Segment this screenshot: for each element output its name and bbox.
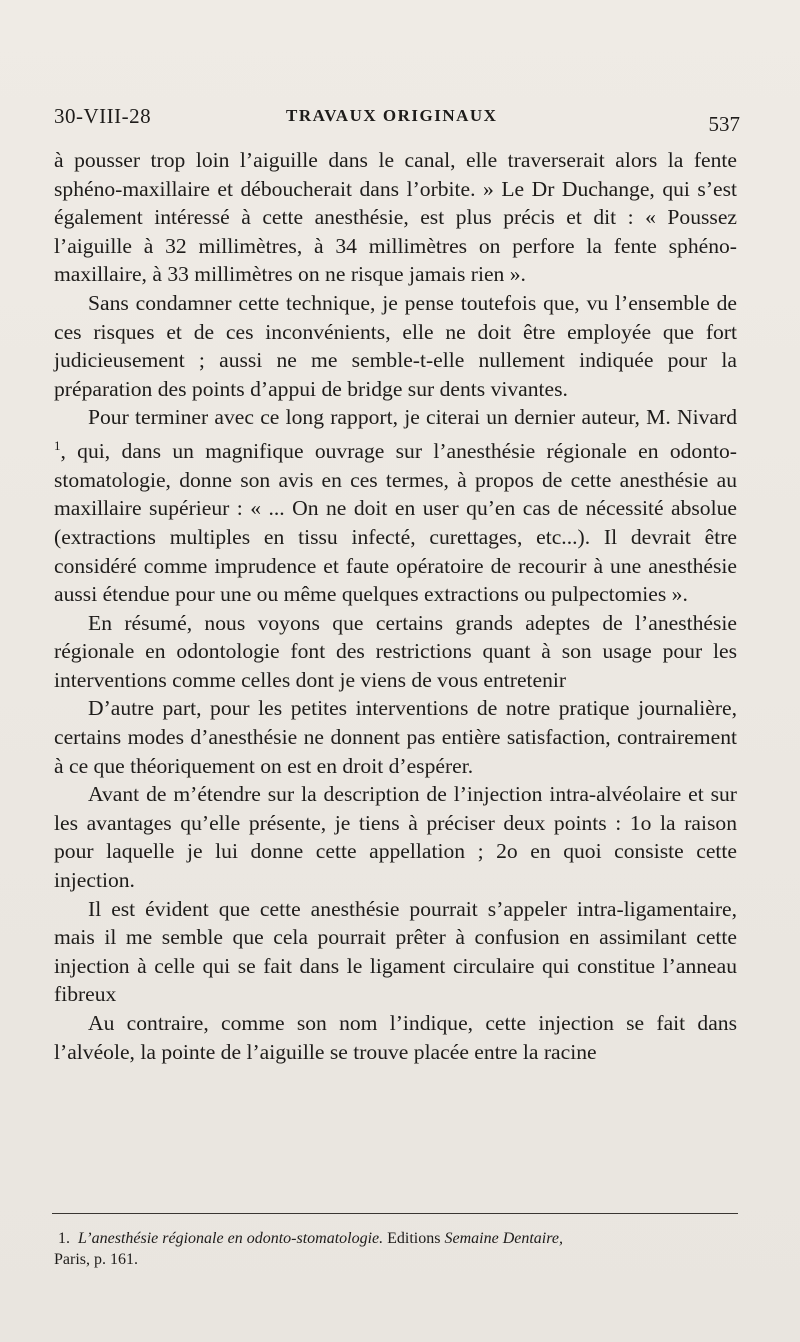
footnote-number: 1. — [58, 1230, 70, 1247]
footnote-location: Paris, p. 161. — [54, 1251, 138, 1268]
header-journal-section: TRAVAUX ORIGINAUX — [286, 106, 498, 125]
footnote-reference: 1 — [54, 437, 61, 453]
footnote-publisher: Semaine Dentaire, — [444, 1230, 563, 1247]
paragraph-text: Pour terminer avec ce long rapport, je citerai un dernier auteur, M. Nivard — [88, 405, 737, 430]
paragraph: Il est évident que cette anesthésie pourrait s’appeler intra-ligamentaire, mais il me semble que cela pourrait prêter à confusion en assimilant cette injection à celle qui se fait dans le ligament circulaire qui constitue l’anneau fibreux — [54, 896, 737, 1007]
paragraph-continuation: à pousser trop loin l’aiguille dans le canal, elle traverserait alors la fente sphéno-maxillaire et déboucherait dans l’orbite. » Le Dr Duchange, qui s’est également intéressé à cette anesthésie, est plus précis et dit : « Poussez l’aiguille à 32 millimètres, à 34 millimètres on perfore la fente sphéno-maxillaire, à 33 millimètres on ne risque jamais rien ». — [54, 148, 737, 287]
paragraph: Sans condamner cette technique, je pense toutefois que, vu l’ensemble de ces risques et de ces inconvénients, elle ne doit être employée que fort judicieusement ; aussi ne me semble-t-elle nullement indiquée pour la préparation des points d’appui de bridge sur dents vivantes. — [54, 290, 737, 401]
header-date: 30-VIII-28 — [54, 104, 152, 128]
paragraph-with-note — [54, 403, 737, 608]
paragraph: Avant de m’étendre sur la description de l’injection intra-alvéolaire et sur les avantages qu’elle présente, je tiens à préciser deux points : 1o la raison pour laquelle je lui donne cette appellation ; 2o en quoi consiste cette injection. — [54, 782, 737, 893]
footnote-publisher-prefix: Editions — [387, 1230, 441, 1247]
paragraph: En résumé, nous voyons que certains grands adeptes de l’anesthésie régionale en odontologie font des restrictions quant à son usage pour les interventions comme celles dont je viens de vous entretenir — [54, 610, 737, 692]
footnote — [54, 1228, 737, 1270]
footnote-title: L’anesthésie régionale en odonto-stomatologie. — [78, 1230, 384, 1247]
paragraph: Au contraire, comme son nom l’indique, cette injection se fait dans l’alvéole, la pointe de l’aiguille se trouve placée entre la racine — [54, 1011, 737, 1064]
article-body — [54, 146, 737, 1066]
running-header — [54, 104, 740, 138]
footnote-divider — [52, 1213, 738, 1214]
paragraph-text: , qui, dans un magnifique ouvrage sur l’anesthésie régionale en odonto-stomatologie, donne son avis en ces termes, à propos de cette anesthésie au maxillaire supérieur : « ... On ne doit en user qu’en cas de nécessité absolue (extractions multiples en tissu infecté, curettages, etc...). Il devrait être considéré comme imprudence et faute opératoire de recourir à une anesthésie aussi étendue pour une ou même quelques extractions ou pulpectomies ». — [54, 439, 737, 607]
page-number: 537 — [708, 112, 740, 136]
paragraph: D’autre part, pour les petites interventions de notre pratique journalière, certains modes d’anesthésie ne donnent pas entière satisfaction, contrairement à ce que théoriquement on est en droit d’espérer. — [54, 696, 737, 778]
